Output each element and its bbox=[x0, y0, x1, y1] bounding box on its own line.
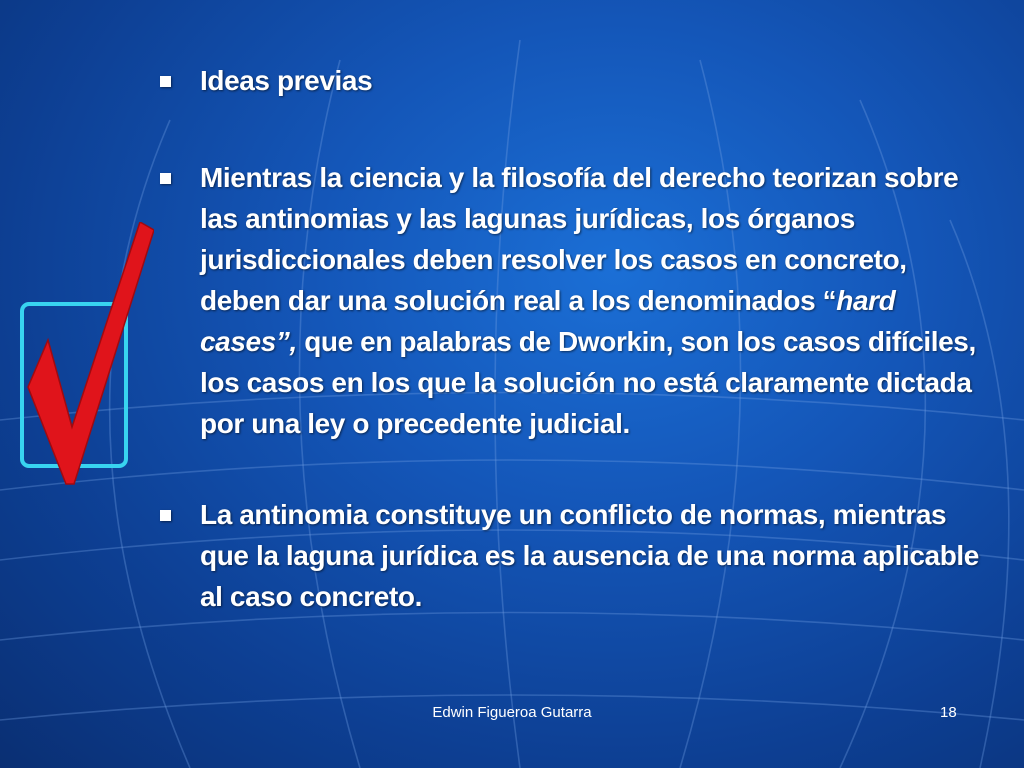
bullet-text-part: que en palabras de Dworkin, son los casos difíciles, los casos en los que la solución no está claramente dictada por una ley o precedente judicial. bbox=[200, 326, 976, 439]
bullet-text: La antinomia constituye un conflicto de normas, mientras que la laguna jurídica es la ausencia de una norma aplicable al caso concreto. bbox=[200, 499, 979, 612]
bullet-item-ideas-previas bbox=[160, 60, 990, 101]
bullet-item-antinomia bbox=[160, 494, 990, 617]
slide-body bbox=[160, 60, 990, 617]
square-bullet-icon bbox=[160, 76, 171, 87]
red-checkmark-icon bbox=[28, 222, 154, 484]
checkmark-in-box-icon bbox=[14, 222, 154, 497]
bullet-text: Ideas previas bbox=[200, 65, 373, 96]
bullet-item-hard-cases bbox=[160, 157, 990, 444]
square-bullet-icon bbox=[160, 510, 171, 521]
footer-author: Edwin Figueroa Gutarra bbox=[432, 704, 592, 721]
bullet-text-italic: hard cases”, bbox=[200, 285, 896, 357]
page-number: 18 bbox=[940, 704, 957, 721]
bullet-text-part: Mientras la ciencia y la filosofía del derecho teorizan sobre las antinomias y las lagunas jurídicas, los órganos jurisdiccionales deben resolver los casos en concreto, deben dar una solución real a los denominados “ bbox=[200, 162, 959, 316]
square-bullet-icon bbox=[160, 173, 171, 184]
